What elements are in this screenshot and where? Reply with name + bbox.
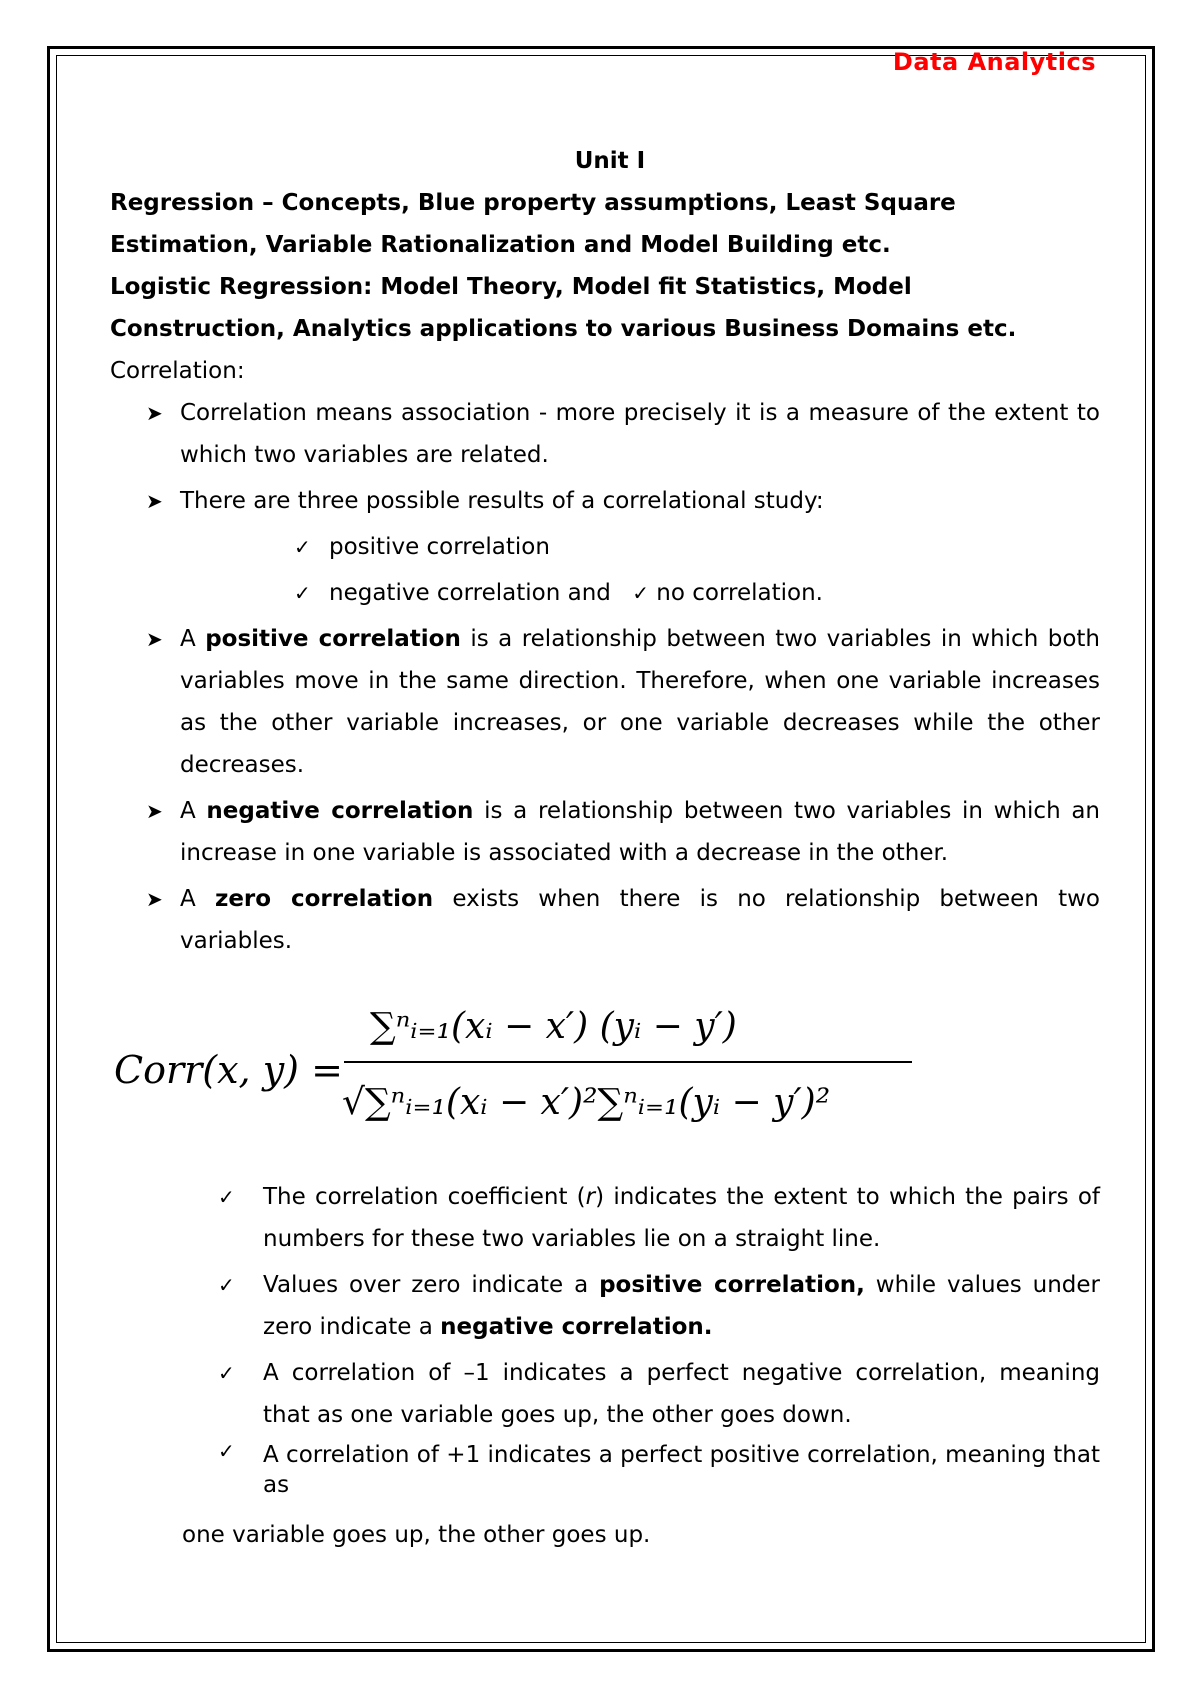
note-correlation-coefficient — [110, 1176, 1100, 1260]
bullet-bold-term: positive correlation — [205, 626, 461, 652]
correlation-formula — [110, 984, 1100, 1156]
bullet-pre: A — [180, 798, 207, 824]
result-text: no correlation. — [656, 580, 823, 606]
formula-numerator: ∑ⁿᵢ₌₁(xᵢ − x′) (yᵢ − y′) — [370, 1006, 737, 1047]
result-text: negative correlation and — [329, 580, 611, 606]
arrow-bullet-icon: ➤ — [146, 627, 163, 651]
bullet-negative-correlation — [110, 790, 1100, 874]
formula-lhs: Corr(x, y) = — [114, 1048, 343, 1092]
formula-graphic — [110, 984, 1100, 1156]
bullet-post: is a relationship between two variables in which both variables move in the same direction. Therefore, when one variable increases as the other variable increases, or one variable decreases while the other decreases. — [180, 626, 1101, 778]
checkmark-icon: ✓ — [294, 535, 311, 559]
note-pre: The correlation coefficient ( — [263, 1184, 586, 1210]
note-mid: while values under zero indicate a — [263, 1272, 1101, 1340]
bullet-text: There are three possible results of a correlational study: — [180, 488, 824, 514]
section-heading: Correlation: — [110, 358, 245, 384]
note-minus-one — [110, 1352, 1100, 1436]
formula-denominator: √∑ⁿᵢ₌₁(xᵢ − x′)²∑ⁿᵢ₌₁(yᵢ − y′)² — [342, 1082, 831, 1123]
note-post: ) indicates the extent to which the pairs of numbers for these two variables lie on a straight line. — [263, 1184, 1100, 1252]
note-values-over-zero — [110, 1264, 1100, 1348]
checkmark-icon: ✓ — [218, 1273, 235, 1297]
checkmark-icon: ✓ — [218, 1185, 235, 1209]
checkmark-icon: ✓ — [218, 1439, 235, 1463]
bullet-post: exists when there is no relationship between two variables. — [180, 886, 1100, 954]
bullet-correlation-definition — [110, 392, 1100, 476]
bullet-text: Correlation means association - more precisely it is a measure of the extent to which two variables are related. — [180, 400, 1100, 468]
syllabus-line: Logistic Regression: Model Theory, Model fit Statistics, Model — [110, 274, 912, 300]
note-text: A correlation of +1 indicates a perfect positive correlation, meaning that as — [263, 1442, 1100, 1498]
checkmark-icon: ✓ — [218, 1361, 235, 1385]
bullet-three-results — [110, 480, 1100, 522]
syllabus-line: Construction, Analytics applications to various Business Domains etc. — [110, 316, 1017, 342]
syllabus-line: Regression – Concepts, Blue property assumptions, Least Square — [110, 190, 956, 216]
bullet-pre: A — [180, 626, 206, 652]
arrow-bullet-icon: ➤ — [146, 887, 163, 911]
result-text: positive correlation — [329, 534, 550, 560]
note-plus-one — [110, 1440, 1100, 1500]
result-negative-none — [110, 572, 1100, 614]
bullet-post: is a relationship between two variables in which an increase in one variable is associated with a decrease in the other. — [180, 798, 1100, 866]
bullet-zero-correlation — [110, 878, 1100, 962]
note-bold: positive correlation, — [599, 1272, 865, 1298]
checkmark-icon: ✓ — [294, 581, 311, 605]
page-content — [110, 140, 1100, 1556]
note-italic: r — [585, 1184, 596, 1210]
bullet-bold-term: zero correlation — [214, 886, 434, 912]
checkmark-icon: ✓ — [632, 581, 649, 605]
unit-title: Unit I — [574, 148, 646, 174]
bullet-pre: A — [180, 886, 215, 912]
note-pre: Values over zero indicate a — [263, 1272, 600, 1298]
syllabus-line: Estimation, Variable Rationalization and Model Building etc. — [110, 232, 891, 258]
arrow-bullet-icon: ➤ — [146, 489, 163, 513]
note-continuation: one variable goes up, the other goes up. — [182, 1522, 651, 1548]
note-text: A correlation of –1 indicates a perfect negative correlation, meaning that as one variable goes up, the other goes down. — [263, 1360, 1100, 1428]
arrow-bullet-icon: ➤ — [146, 401, 163, 425]
bullet-bold-term: negative correlation — [206, 798, 474, 824]
page-header: Data Analytics — [892, 48, 1096, 76]
arrow-bullet-icon: ➤ — [146, 799, 163, 823]
note-bold: negative correlation. — [440, 1314, 713, 1340]
bullet-positive-correlation — [110, 618, 1100, 786]
result-positive — [110, 526, 1100, 568]
